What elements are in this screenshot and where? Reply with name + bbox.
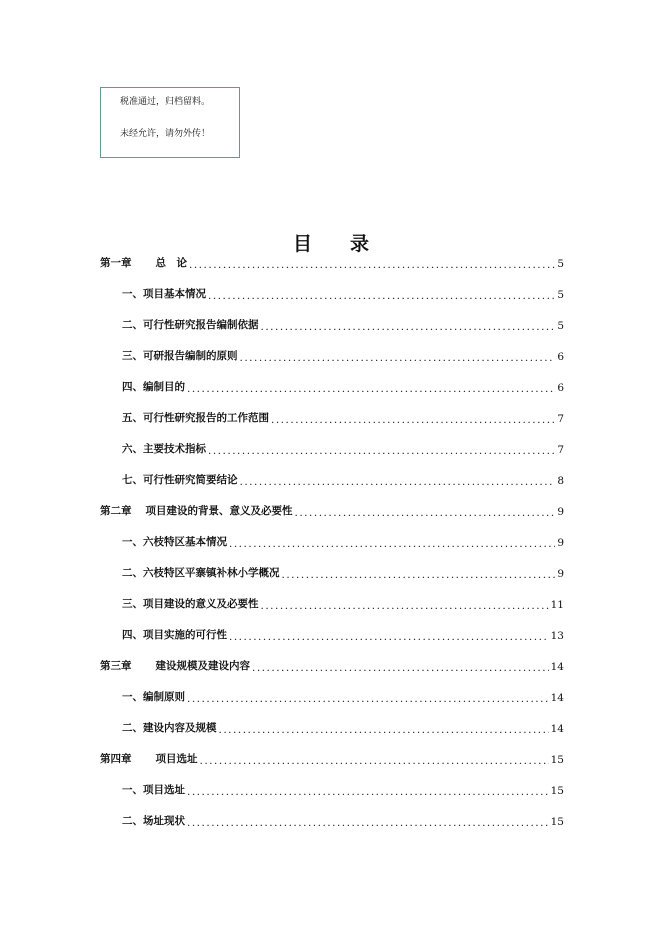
toc-entry-section[interactable] bbox=[122, 781, 564, 797]
toc-entry-section[interactable] bbox=[122, 378, 564, 394]
toc-entry-page: 15 bbox=[550, 754, 564, 766]
toc-entry-page: 8 bbox=[557, 475, 564, 487]
leader-dots bbox=[229, 632, 549, 643]
toc-entry-section[interactable] bbox=[122, 409, 564, 425]
toc-entry-chapter-2[interactable] bbox=[100, 502, 564, 518]
toc-entry-chapter-3[interactable] bbox=[100, 657, 564, 673]
toc-entry-section[interactable] bbox=[122, 285, 564, 301]
approval-notice-box bbox=[100, 87, 240, 158]
toc-entry-section[interactable] bbox=[122, 347, 564, 363]
toc-entry-page: 9 bbox=[557, 537, 564, 549]
toc-entry-section[interactable] bbox=[122, 812, 564, 828]
toc-entry-page: 5 bbox=[557, 258, 564, 270]
toc-entry-page: 9 bbox=[557, 568, 564, 580]
toc-entry-title: 项目选址 bbox=[155, 753, 198, 765]
leader-dots bbox=[261, 322, 556, 333]
toc-entry-label: 第一章 bbox=[100, 257, 132, 269]
toc-entry-label: 二、建设内容及规模 bbox=[122, 722, 217, 734]
toc-entry-chapter-4[interactable] bbox=[100, 750, 564, 766]
toc-entry-title: 项目建设的背景、意义及必要性 bbox=[145, 505, 293, 517]
toc-entry-page: 13 bbox=[550, 630, 564, 642]
leader-dots bbox=[229, 539, 555, 550]
toc-entry-label: 七、可行性研究简要结论 bbox=[122, 474, 238, 486]
leader-dots bbox=[219, 725, 549, 736]
toc-entry-label: 一、项目基本情况 bbox=[122, 288, 206, 300]
notice-line-1: 税准通过，归档留料。 bbox=[120, 97, 211, 107]
toc-entry-page: 11 bbox=[550, 599, 564, 611]
leader-dots bbox=[187, 818, 549, 829]
toc-entry-label: 二、场址现状 bbox=[122, 815, 185, 827]
toc-entry-label: 一、编制原则 bbox=[122, 691, 185, 703]
leader-dots bbox=[200, 756, 549, 767]
toc-entry-label: 二、六枝特区平寨镇补林小学概况 bbox=[122, 567, 280, 579]
toc-entry-page: 7 bbox=[557, 413, 564, 425]
toc-entry-label: 第四章 bbox=[100, 753, 132, 765]
toc-entry-page: 15 bbox=[550, 816, 564, 828]
toc-entry-section[interactable] bbox=[122, 533, 564, 549]
toc-entry-section[interactable] bbox=[122, 564, 564, 580]
toc-entry-title: 总 论 bbox=[155, 257, 187, 269]
toc-entry-label: 一、项目选址 bbox=[122, 784, 185, 796]
toc-entry-page: 14 bbox=[550, 692, 564, 704]
toc-entry-section[interactable] bbox=[122, 471, 564, 487]
toc-entry-page: 14 bbox=[550, 723, 564, 735]
toc-entry-label: 三、可研报告编制的原则 bbox=[122, 350, 238, 362]
toc-entry-page: 14 bbox=[550, 661, 564, 673]
leader-dots bbox=[208, 446, 555, 457]
toc-entry-label: 二、可行性研究报告编制依据 bbox=[122, 319, 259, 331]
toc-entry-label: 四、项目实施的可行性 bbox=[122, 629, 227, 641]
toc-entry-page: 5 bbox=[557, 289, 564, 301]
leader-dots bbox=[208, 291, 555, 302]
toc-entry-page: 5 bbox=[557, 320, 564, 332]
leader-dots bbox=[187, 787, 549, 798]
leader-dots bbox=[261, 601, 549, 612]
leader-dots bbox=[187, 384, 555, 395]
toc-entry-page: 6 bbox=[557, 382, 564, 394]
toc-entry-page: 9 bbox=[557, 506, 564, 518]
toc-entry-label: 第三章 bbox=[100, 660, 132, 672]
leader-dots bbox=[271, 415, 555, 426]
toc-entry-section[interactable] bbox=[122, 719, 564, 735]
leader-dots bbox=[240, 477, 556, 488]
toc-entry-label: 三、项目建设的意义及必要性 bbox=[122, 598, 259, 610]
toc-entry-chapter-1[interactable] bbox=[100, 254, 564, 270]
toc-entry-section[interactable] bbox=[122, 316, 564, 332]
leader-dots bbox=[189, 260, 555, 271]
leader-dots bbox=[240, 353, 556, 364]
leader-dots bbox=[282, 570, 556, 581]
toc-entry-section[interactable] bbox=[122, 688, 564, 704]
toc-entry-label: 五、可行性研究报告的工作范围 bbox=[122, 412, 269, 424]
toc-entry-label: 六、主要技术指标 bbox=[122, 443, 206, 455]
toc-entry-label: 四、编制目的 bbox=[122, 381, 185, 393]
toc-entry-section[interactable] bbox=[122, 595, 564, 611]
toc-entry-label: 一、六枝特区基本情况 bbox=[122, 536, 227, 548]
toc-title: 目录 bbox=[292, 233, 407, 255]
toc-entry-label: 第二章 bbox=[100, 505, 132, 517]
toc-entry-title: 建设规模及建设内容 bbox=[155, 660, 250, 672]
toc-entry-page: 6 bbox=[557, 351, 564, 363]
toc-entry-page: 7 bbox=[557, 444, 564, 456]
toc-entry-section[interactable] bbox=[122, 440, 564, 456]
notice-line-2: 未经允许，请勿外传！ bbox=[120, 129, 211, 139]
leader-dots bbox=[252, 663, 549, 674]
toc-entry-page: 15 bbox=[550, 785, 564, 797]
leader-dots bbox=[187, 694, 549, 705]
toc-entry-section[interactable] bbox=[122, 626, 564, 642]
leader-dots bbox=[295, 508, 556, 519]
